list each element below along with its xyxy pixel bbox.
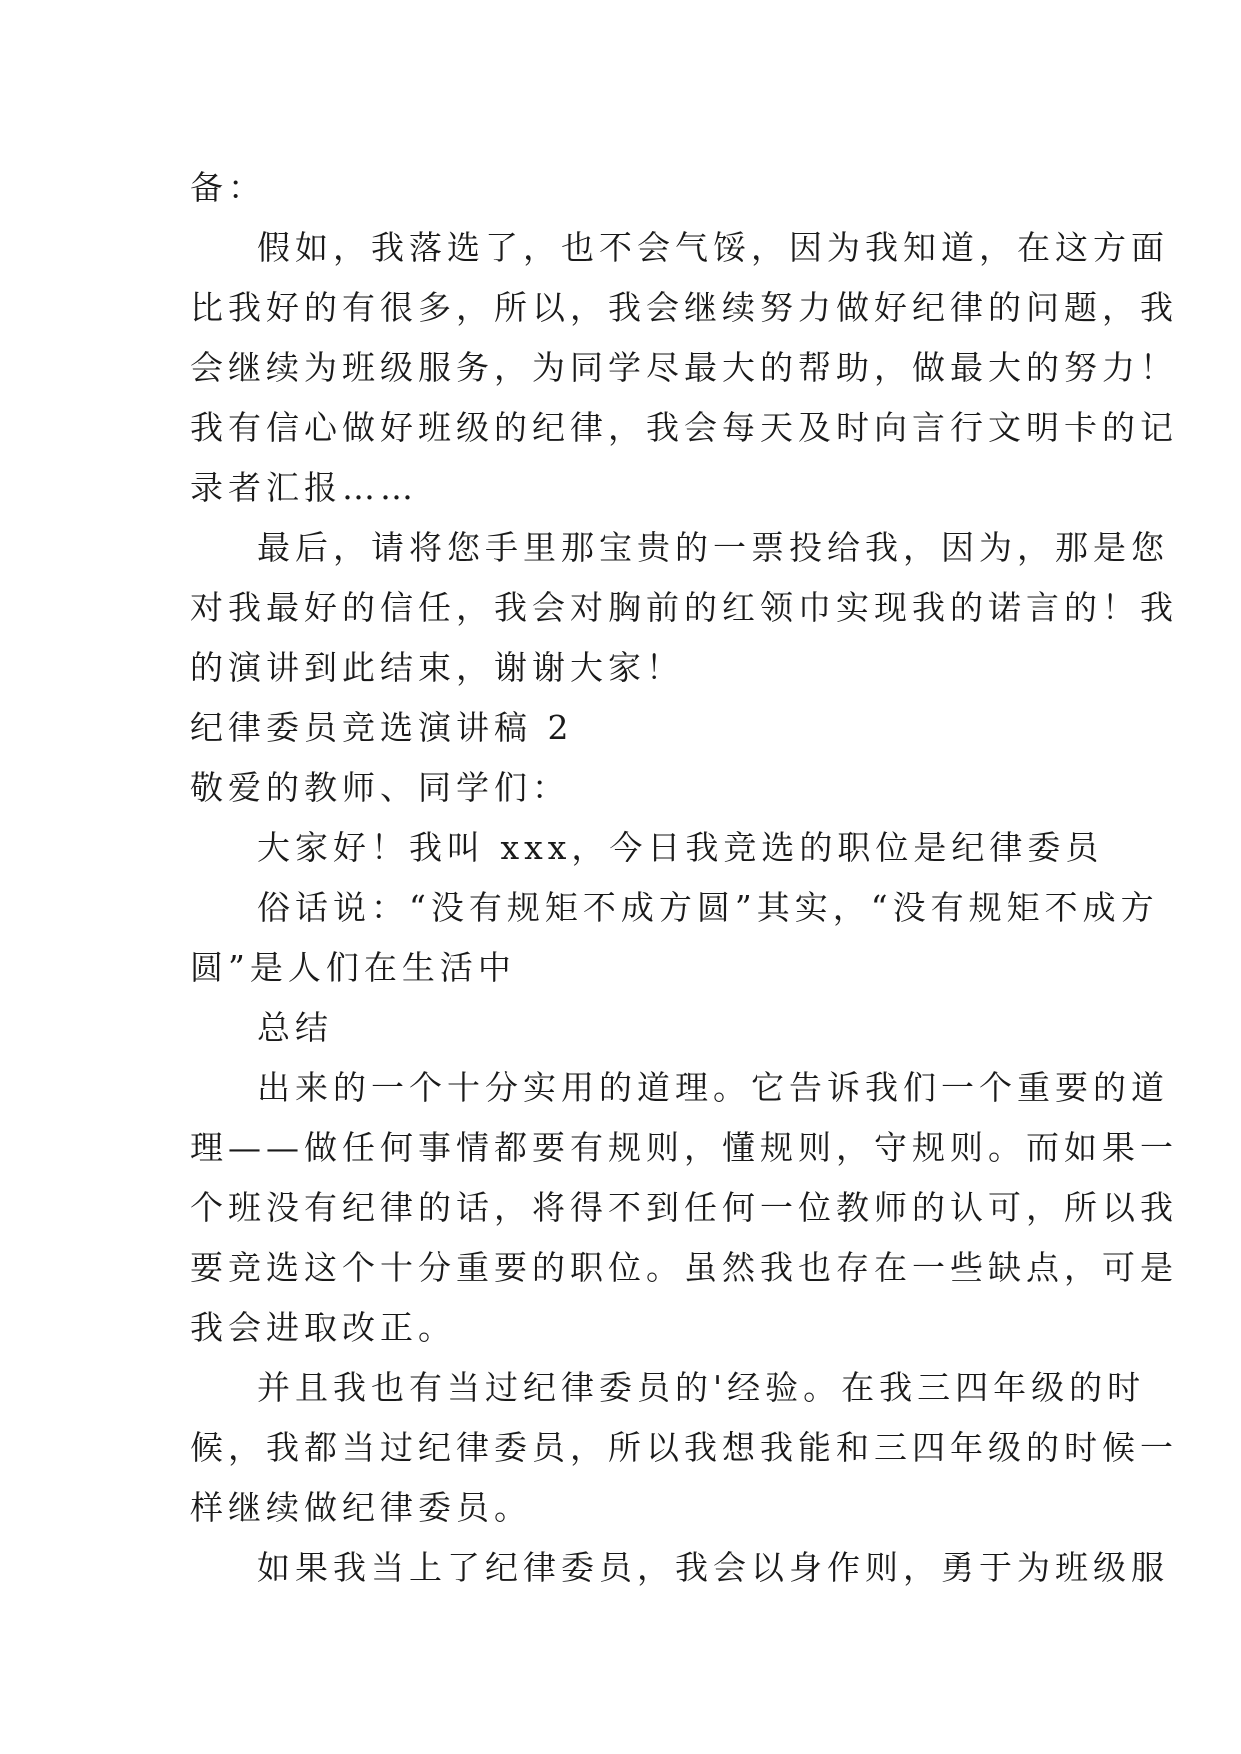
text-line: 备： [190, 168, 266, 207]
text-line: 我会进取改正。 [190, 1308, 456, 1347]
text-line: 出来的一个十分实用的道理。它告诉我们一个重要的道 [257, 1068, 1169, 1107]
text-line: 样继续做纪律委员。 [190, 1488, 532, 1527]
salutation: 敬爱的教师、同学们： [190, 768, 570, 807]
document-body [190, 158, 1178, 1598]
text-line: 录者汇报…… [190, 468, 418, 507]
text-line: 并且我也有当过纪律委员的'经验。在我三四年级的时 [257, 1368, 1146, 1407]
text-line: 会继续为班级服务，为同学尽最大的帮助，做最大的努力！ [190, 348, 1178, 387]
text-line: 最后，请将您手里那宝贵的一票投给我，因为，那是您 [257, 528, 1169, 567]
text-line: 俗话说：“没有规矩不成方圆”其实，“没有规矩不成方 [257, 888, 1159, 927]
text-line: 要竞选这个十分重要的职位。虽然我也存在一些缺点，可是 [190, 1248, 1178, 1287]
text-line: 假如，我落选了，也不会气馁，因为我知道，在这方面 [257, 228, 1169, 267]
text-line: 的演讲到此结束，谢谢大家！ [190, 648, 684, 687]
text-line: 候，我都当过纪律委员，所以我想我能和三四年级的时候一 [190, 1428, 1178, 1467]
text-line: 对我最好的信任，我会对胸前的红领巾实现我的诺言的！我 [190, 588, 1178, 627]
text-line: 我有信心做好班级的纪律，我会每天及时向言行文明卡的记 [190, 408, 1178, 447]
text-line: 大家好！我叫 xxx，今日我竞选的职位是纪律委员 [257, 828, 1104, 867]
text-line: 理——做任何事情都要有规则，懂规则，守规则。而如果一 [190, 1128, 1178, 1167]
text-line: 圆”是人们在生活中 [190, 948, 516, 987]
text-line: 比我好的有很多，所以，我会继续努力做好纪律的问题，我 [190, 288, 1178, 327]
text-line: 个班没有纪律的话，将得不到任何一位教师的认可，所以我 [190, 1188, 1178, 1227]
text-line: 如果我当上了纪律委员，我会以身作则，勇于为班级服 [257, 1548, 1169, 1587]
section-title: 纪律委员竞选演讲稿 2 [190, 708, 574, 747]
text-line: 总结 [257, 1008, 333, 1047]
